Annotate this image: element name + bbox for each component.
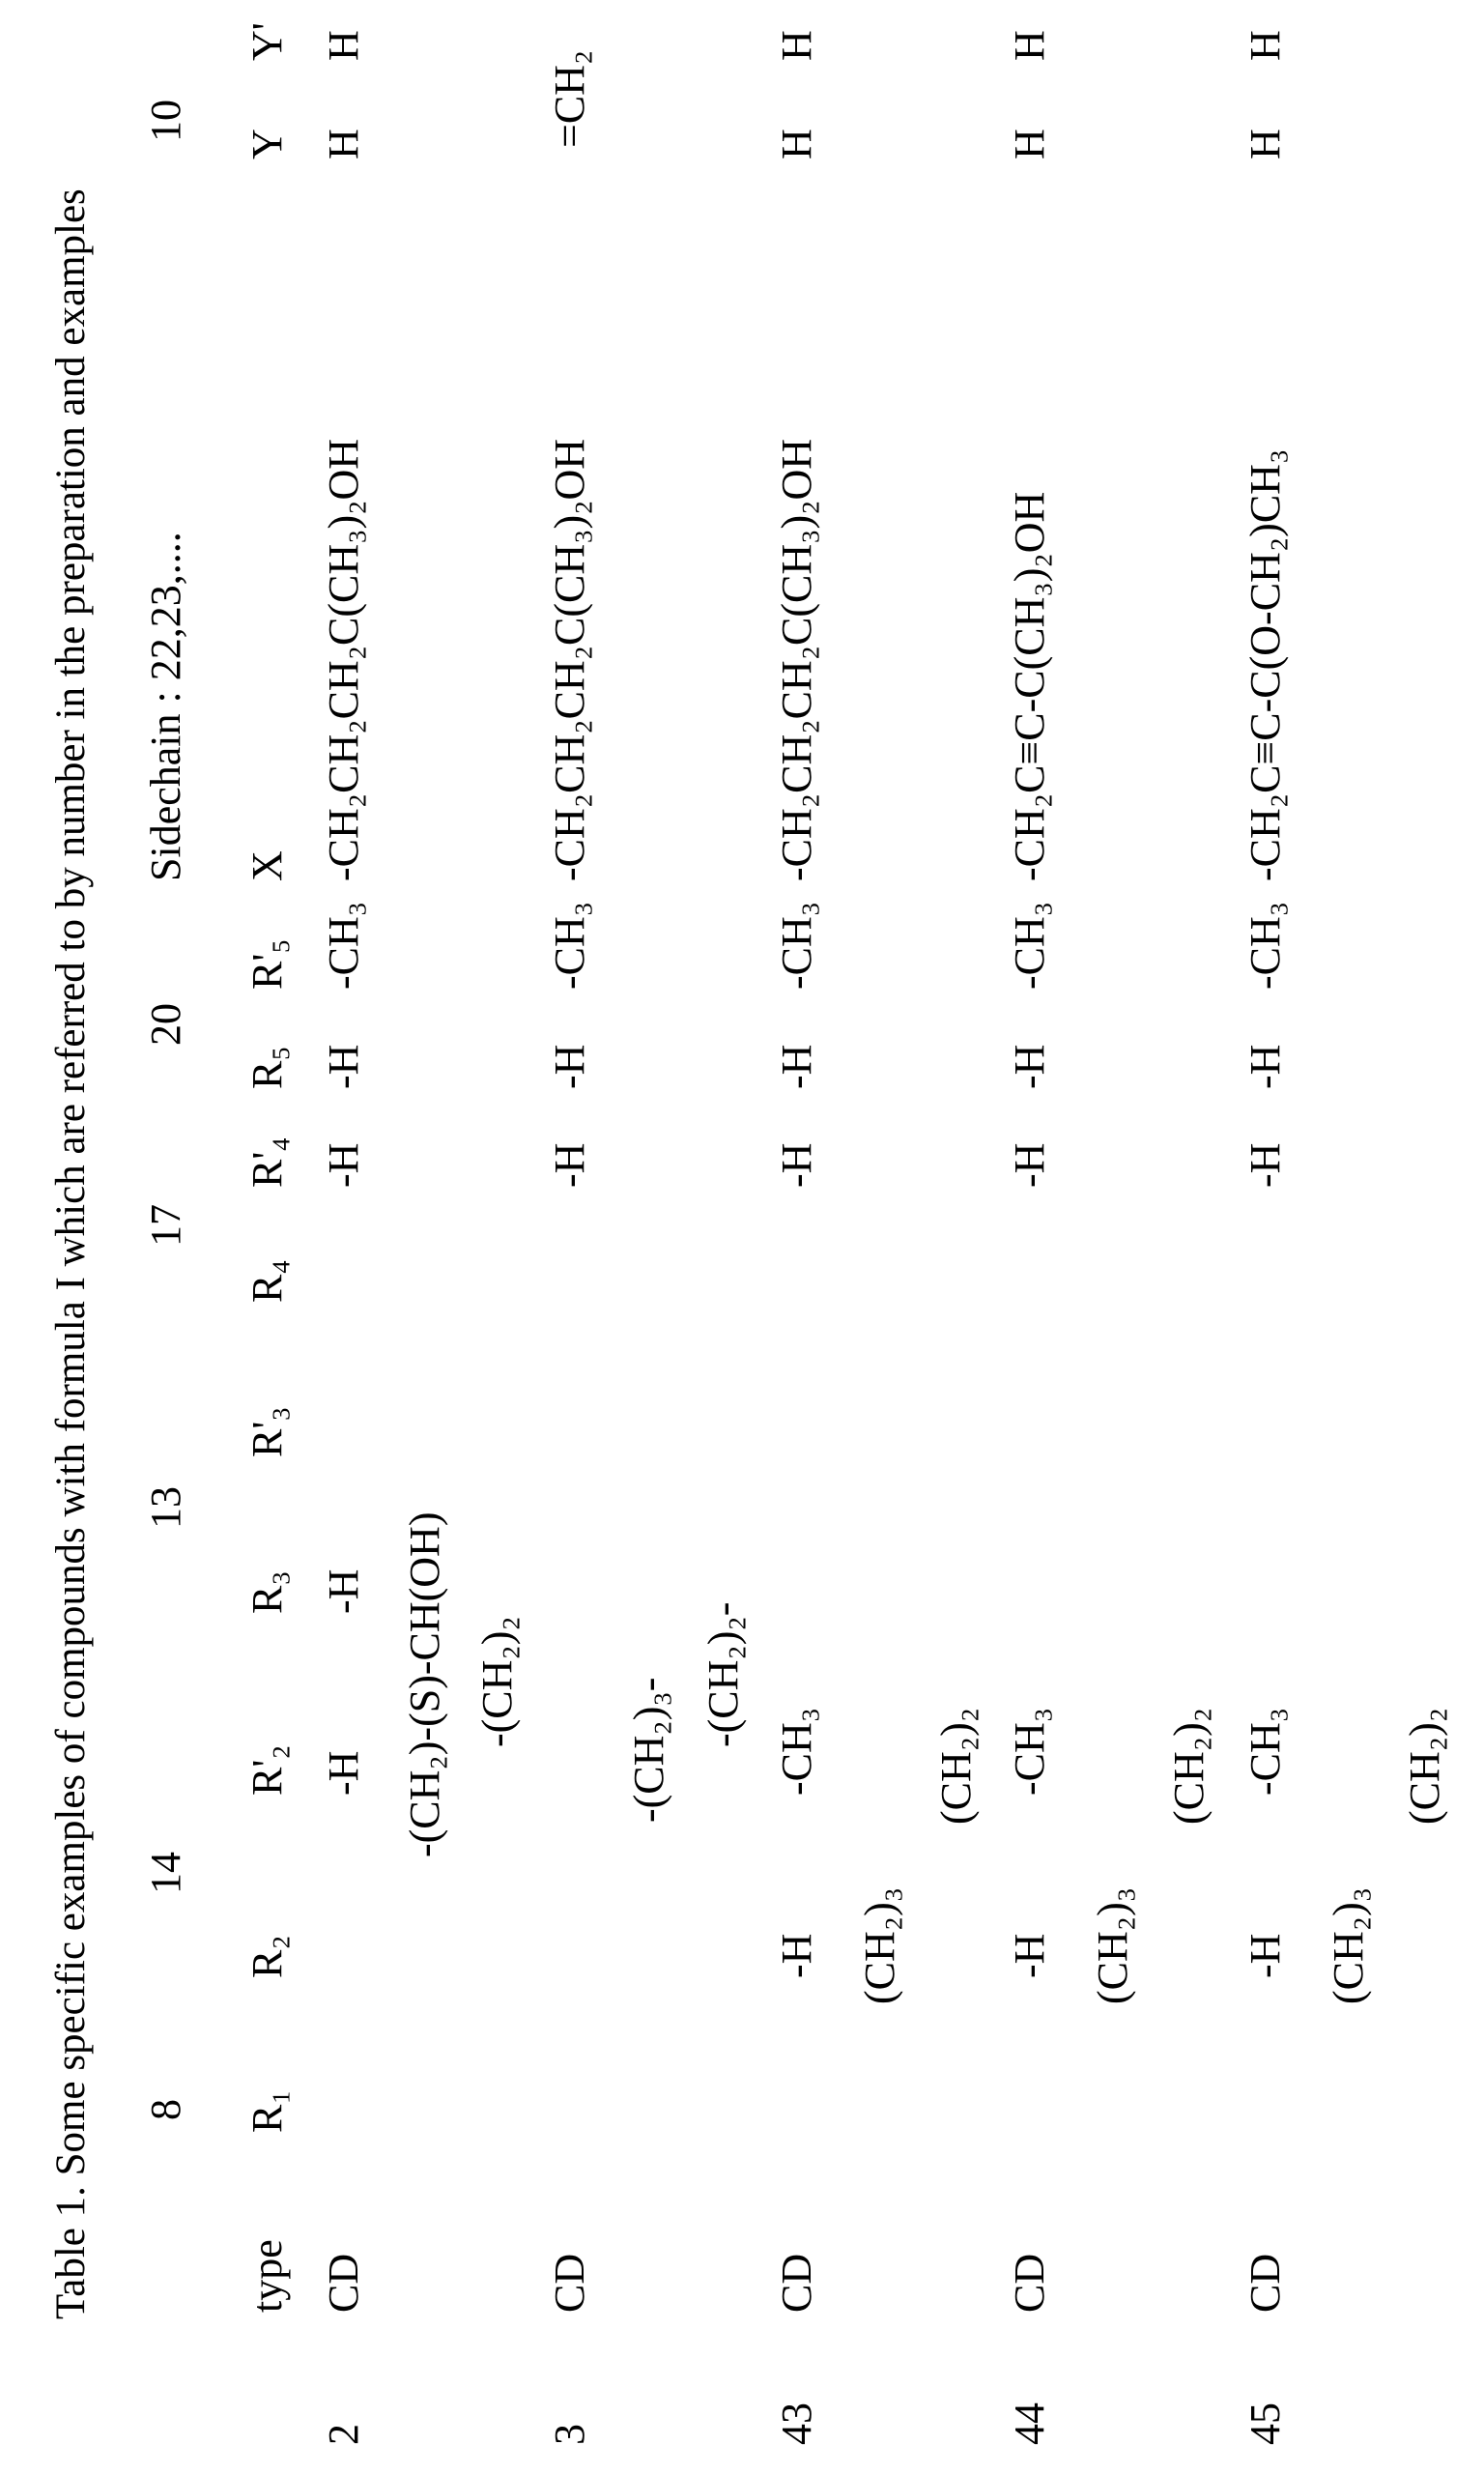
column-header-r2: R₂ xyxy=(246,1935,289,1978)
cell-r5p: -CH₃ xyxy=(1009,902,1051,990)
cell-type: CD xyxy=(1244,2254,1287,2313)
cell-continuation-line: (CH₂)₃ xyxy=(1327,1887,1370,2004)
cell-r5p: -CH₃ xyxy=(1244,902,1287,990)
cell-r5: -H xyxy=(549,1045,591,1089)
cell-continuation-line: -(CH₂)-(S)-CH(OH) xyxy=(404,1512,446,1857)
group-header: Sidechain : 22,23,.... xyxy=(145,532,187,881)
cell-continuation-line: -(CH₂)₂ xyxy=(476,1616,519,1747)
column-header-y: Y xyxy=(246,129,289,159)
column-header-r4p: R'₄ xyxy=(246,1136,289,1188)
row-number: 44 xyxy=(1009,2402,1051,2445)
cell-r2: -H xyxy=(1009,1934,1051,1978)
cell-r5p: -CH₃ xyxy=(776,902,818,990)
row-number: 45 xyxy=(1244,2402,1287,2445)
row-number: 43 xyxy=(776,2402,818,2445)
cell-r5: -H xyxy=(1009,1045,1051,1089)
table-caption: Table 1. Some specific examples of compounds with formula I which are referred to by number in the preparation and examples xyxy=(50,188,93,2319)
cell-type: CD xyxy=(323,2254,365,2313)
cell-type: CD xyxy=(549,2254,591,2313)
cell-r2: -H xyxy=(1244,1934,1287,1978)
column-header-yp: Y' xyxy=(246,22,289,61)
cell-continuation-line: -(CH₂)₃- xyxy=(628,1678,671,1823)
column-header-r3p: R'₃ xyxy=(246,1406,289,1457)
cell-r2p: -CH₃ xyxy=(776,1708,818,1796)
cell-r3: -H xyxy=(323,1569,365,1614)
cell-continuation-line: (CH₂)₂ xyxy=(1404,1708,1446,1825)
cell-r2p: -CH₃ xyxy=(1244,1708,1287,1796)
column-header-r3: R₃ xyxy=(246,1570,289,1614)
column-header-r1: R₁ xyxy=(246,2089,289,2133)
rotated-document-page xyxy=(0,0,1484,2474)
cell-r5: -H xyxy=(776,1045,818,1089)
cell-r2: -H xyxy=(776,1934,818,1978)
cell-type: CD xyxy=(776,2254,818,2313)
cell-r5p: -CH₃ xyxy=(549,902,591,990)
cell-continuation-line: (CH₂)₃ xyxy=(1092,1887,1134,2004)
cell-r2p: -H xyxy=(323,1751,365,1796)
cell-r5: -H xyxy=(1244,1045,1287,1089)
column-header-r5p: R'₅ xyxy=(246,938,289,990)
cell-yp: H xyxy=(323,30,365,61)
cell-continuation-line: (CH₂)₂ xyxy=(935,1708,978,1825)
cell-yp: H xyxy=(1244,30,1287,61)
cell-continuation-line: (CH₂)₂ xyxy=(1168,1708,1211,1825)
cell-r4p: -H xyxy=(1244,1143,1287,1188)
cell-r4p: -H xyxy=(776,1143,818,1188)
cell-y: H xyxy=(323,129,365,159)
row-number: 2 xyxy=(323,2424,365,2445)
cell-r5: -H xyxy=(323,1045,365,1089)
group-header: 13 xyxy=(145,1486,187,1529)
cell-yp: H xyxy=(776,30,818,61)
group-header: 10 xyxy=(145,100,187,142)
cell-type: CD xyxy=(1009,2254,1051,2313)
cell-continuation-line: -(CH₂)₂- xyxy=(702,1602,745,1747)
column-header-x: X xyxy=(246,850,289,881)
cell-y: H xyxy=(776,129,818,159)
cell-yp: H xyxy=(1009,30,1051,61)
row-number: 3 xyxy=(549,2424,591,2445)
cell-r2p: -CH₃ xyxy=(1009,1708,1051,1796)
cell-x: -CH₂CH₂CH₂C(CH₃)₂OH xyxy=(549,439,591,881)
group-header: 20 xyxy=(145,1003,187,1046)
cell-y: H xyxy=(1009,129,1051,159)
cell-r5p: -CH₃ xyxy=(323,902,365,990)
cell-yyp: =CH₂ xyxy=(549,50,591,148)
group-header: 17 xyxy=(145,1204,187,1247)
cell-x: -CH₂C≡C-C(O-CH₂)CH₃ xyxy=(1244,449,1287,881)
column-header-r2p: R'₂ xyxy=(246,1744,289,1796)
group-header: 14 xyxy=(145,1852,187,1894)
column-header-type: type xyxy=(246,2239,289,2313)
cell-x: -CH₂CH₂CH₂C(CH₃)₂OH xyxy=(776,439,818,881)
cell-x: -CH₂CH₂CH₂C(CH₃)₂OH xyxy=(323,439,365,881)
column-header-r4: R₄ xyxy=(246,1259,289,1303)
cell-x: -CH₂C≡C-C(CH₃)₂OH xyxy=(1009,492,1051,881)
column-header-r5: R₅ xyxy=(246,1046,289,1089)
cell-r4p: -H xyxy=(323,1143,365,1188)
group-header: 8 xyxy=(145,2099,187,2120)
cell-continuation-line: (CH₂)₃ xyxy=(859,1887,901,2004)
cell-r4p: -H xyxy=(1009,1143,1051,1188)
cell-r4p: -H xyxy=(549,1143,591,1188)
cell-y: H xyxy=(1244,129,1287,159)
